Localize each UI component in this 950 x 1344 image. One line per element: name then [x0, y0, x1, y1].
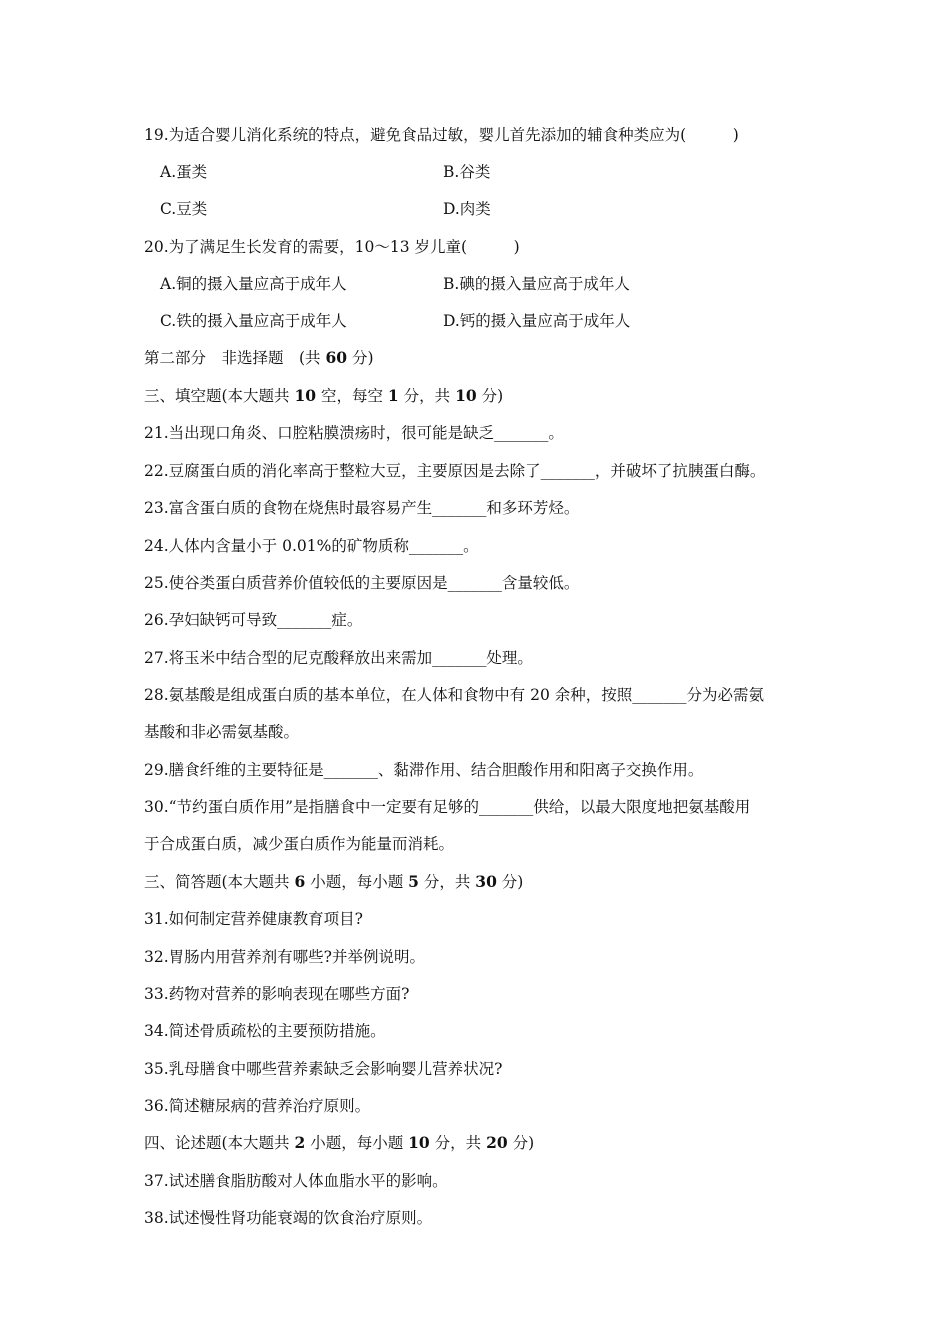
question-28-line1: 28.氨基酸是组成蛋白质的基本单位，在人体和食物中有 20 余种，按照_______分为必需氨 [144, 686, 764, 704]
question-22: 22.豆腐蛋白质的消化率高于整粒大豆，主要原因是去除了_______，并破坏了抗胰蛋白酶。 [144, 462, 766, 480]
question-33: 33.药物对营养的影响表现在哪些方面? [144, 985, 410, 1003]
question-23: 23.富含蛋白质的食物在烧焦时最容易产生_______和多环芳烃。 [144, 499, 580, 517]
question-27: 27.将玉米中结合型的尼克酸释放出来需加_______处理。 [144, 649, 533, 667]
question-31: 31.如何制定营养健康教育项目? [144, 910, 363, 928]
q20-option-d: D.钙的摄入量应高于成年人 [443, 312, 631, 330]
question-30-line1: 30.“节约蛋白质作用”是指膳食中一定要有足够的_______供给，以最大限度地把氨基酸用 [144, 798, 751, 816]
question-36: 36.简述糖尿病的营养治疗原则。 [144, 1097, 371, 1115]
q19-option-a: A.蛋类 [160, 163, 208, 181]
question-34: 34.简述骨质疏松的主要预防措施。 [144, 1022, 386, 1040]
question-25: 25.使谷类蛋白质营养价值较低的主要原因是_______含量较低。 [144, 574, 580, 592]
question-35: 35.乳母膳食中哪些营养素缺乏会影响婴儿营养状况? [144, 1060, 503, 1078]
question-26: 26.孕妇缺钙可导致_______症。 [144, 611, 363, 629]
question-19: 19.为适合婴儿消化系统的特点，避免食品过敏，婴儿首先添加的辅食种类应为( ) [144, 126, 739, 144]
question-38: 38.试述慢性肾功能衰竭的饮食治疗原则。 [144, 1209, 433, 1227]
q20-option-b: B.碘的摄入量应高于成年人 [443, 275, 630, 293]
q19-option-d: D.肉类 [443, 200, 491, 218]
part-two-heading: 第二部分 非选择题 (共 60 分) [144, 348, 374, 367]
q19-option-c: C.豆类 [160, 200, 208, 218]
question-28-line2: 基酸和非必需氨基酸。 [144, 723, 300, 741]
question-37: 37.试述膳食脂肪酸对人体血脂水平的影响。 [144, 1172, 448, 1190]
question-32: 32.胃肠内用营养剂有哪些?并举例说明。 [144, 948, 425, 966]
essay-section-heading: 四、论述题(本大题共 2 小题，每小题 10 分，共 20 分) [144, 1133, 535, 1152]
question-30-line2: 于合成蛋白质，减少蛋白质作为能量而消耗。 [144, 835, 455, 853]
fill-in-section-heading: 三、填空题(本大题共 10 空，每空 1 分，共 10 分) [144, 386, 504, 405]
question-24: 24.人体内含量小于 0.01%的矿物质称_______。 [144, 537, 479, 555]
question-20: 20.为了满足生长发育的需要，10～13 岁儿童( ) [144, 238, 520, 256]
question-29: 29.膳食纤维的主要特征是_______、黏滞作用、结合胆酸作用和阳离子交换作用。 [144, 761, 704, 779]
q20-option-c: C.铁的摄入量应高于成年人 [160, 312, 347, 330]
q19-option-b: B.谷类 [443, 163, 491, 181]
short-answer-section-heading: 三、简答题(本大题共 6 小题，每小题 5 分，共 30 分) [144, 872, 524, 891]
question-21: 21.当出现口角炎、口腔粘膜溃疡时，很可能是缺乏_______。 [144, 424, 564, 442]
q20-option-a: A.铜的摄入量应高于成年人 [160, 275, 347, 293]
